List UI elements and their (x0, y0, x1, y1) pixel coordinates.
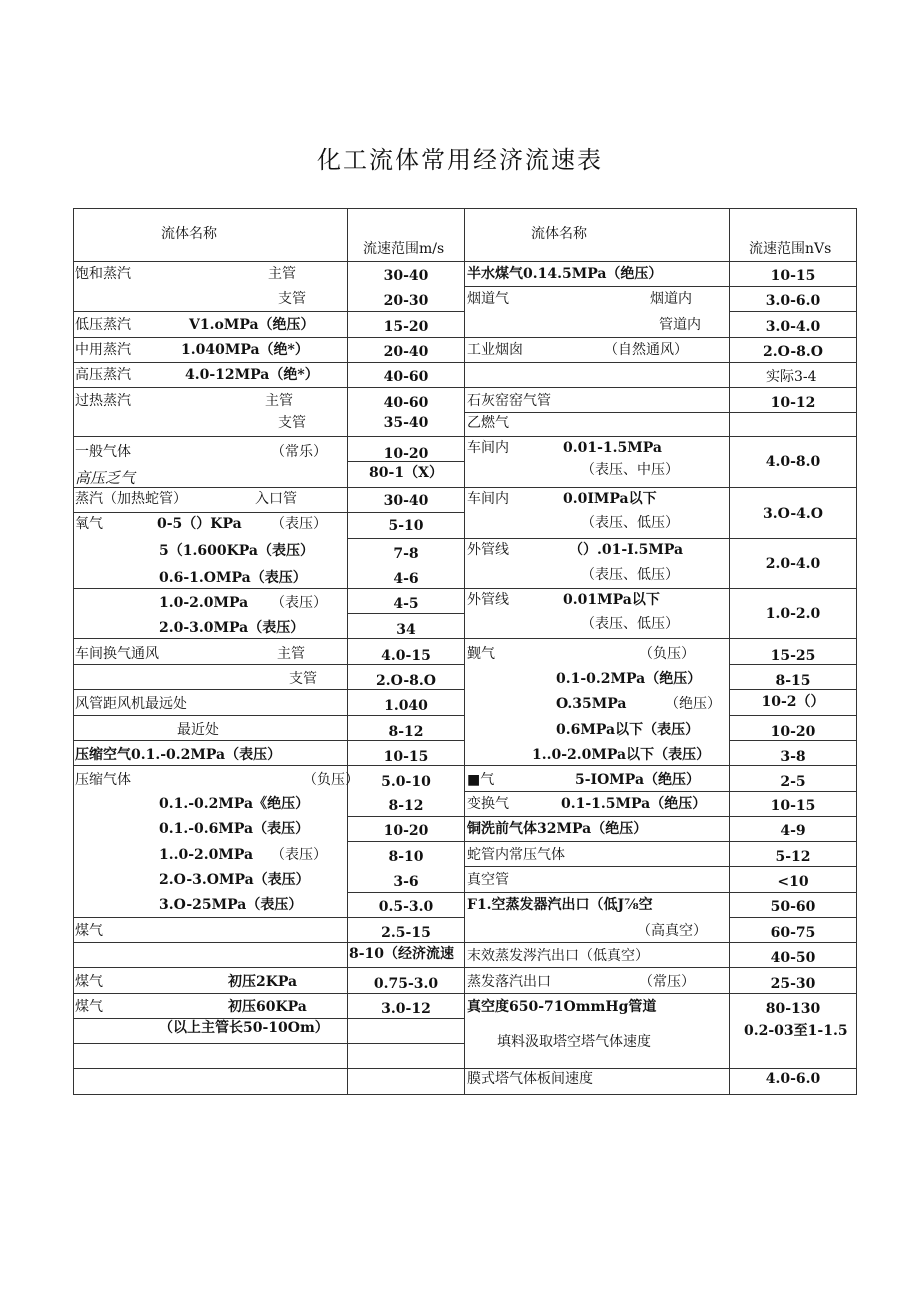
fluid-pressure-type: （表压） (271, 595, 327, 611)
fluid-pressure-type: （表压） (271, 847, 327, 863)
fluid-condition: 0.1-1.5MPa（绝压） (561, 796, 707, 812)
row-line (464, 967, 857, 968)
fluid-name: 工业烟囱 (467, 342, 523, 358)
velocity-value: 10-15 (770, 268, 816, 284)
row-line (73, 362, 465, 363)
velocity-value: 8-10 (388, 849, 424, 865)
fluid-condition: 1.040MPa（绝*） (181, 342, 309, 358)
fluid-condition: 2.O-3.OMPa（表压） (159, 872, 310, 888)
fluid-name: 低压蒸汽 (75, 317, 131, 333)
fluid-name: 煤气 (75, 974, 103, 990)
fluid-name: 真空度650-71OmmHg管道 (467, 999, 657, 1015)
table-border-top (73, 208, 857, 209)
fluid-name: 过热蒸汽 (75, 393, 131, 409)
row-line (464, 942, 857, 943)
velocity-value: 10-20 (383, 823, 429, 839)
fluid-condition: 初压2KPa (228, 974, 298, 990)
header-left-name: 流体名称 (161, 226, 217, 242)
row-line (73, 387, 465, 388)
page-title: 化工流体常用经济流速表 (317, 146, 603, 174)
row-line (73, 337, 465, 338)
fluid-pressure-type: （表压、低压） (581, 515, 679, 531)
velocity-value: 2.O-8.O (763, 344, 823, 360)
velocity-value: 30-40 (383, 493, 429, 509)
row-line (464, 387, 857, 388)
velocity-value: 3-8 (780, 749, 806, 765)
row-line (464, 993, 857, 994)
fluid-condition: 0.01MPa以下 (563, 592, 660, 608)
row-line (347, 841, 465, 842)
fluid-pressure-type: （表压、中压） (581, 462, 679, 478)
velocity-value: 3.0-12 (381, 1001, 431, 1017)
table-note: （以上主管长50-10Om） (159, 1020, 329, 1036)
fluid-name: 填料汲取塔空塔气体速度 (497, 1034, 651, 1050)
fluid-name: 石灰窑窑气管 (467, 393, 551, 409)
row-line (73, 1043, 465, 1044)
fluid-condition: （高真空） (637, 923, 707, 939)
velocity-value: 10-15 (770, 798, 816, 814)
fluid-condition: 0.0IMPa以下 (563, 491, 657, 507)
fluid-condition: 0-5（）KPa (157, 516, 242, 532)
fluid-condition: 最近处 (177, 722, 219, 738)
fluid-name: 蒸发落汽出口 (467, 974, 551, 990)
fluid-condition: 初压60KPa (228, 999, 307, 1015)
fluid-name: 蛇管内常压气体 (467, 847, 565, 863)
velocity-value: 8-15 (775, 673, 811, 689)
fluid-pressure-type: （绝压） (665, 696, 721, 712)
row-line (347, 816, 465, 817)
velocity-value: 4-9 (780, 823, 806, 839)
velocity-value: 35-40 (383, 415, 429, 431)
row-line (464, 337, 857, 338)
row-line (347, 613, 465, 614)
fluid-name: 真空管 (467, 872, 509, 888)
fluid-name: ■气 (467, 772, 495, 788)
fluid-name: 外管线 (467, 542, 509, 558)
velocity-value: 80-1（X） (369, 465, 443, 481)
row-line (464, 362, 857, 363)
velocity-value: 10-12 (770, 395, 816, 411)
fluid-name: 压缩气体 (75, 772, 131, 788)
row-line (464, 866, 857, 867)
table-border-right (856, 208, 857, 1095)
fluid-name: 乙燃气 (467, 415, 509, 431)
row-line (464, 412, 857, 413)
velocity-value: 10-2（） (761, 694, 825, 710)
fluid-name: 烟道气 (467, 291, 509, 307)
fluid-condition: 0.1.-0.2MPa《绝压） (159, 796, 310, 812)
velocity-value: 2-5 (780, 774, 806, 790)
row-line (729, 917, 857, 918)
fluid-name: 风管距风机最远处 (75, 696, 187, 712)
fluid-condition: （常压） (639, 974, 695, 990)
fluid-pressure-type: （表压） (271, 516, 327, 532)
column-divider (464, 208, 465, 1095)
fluid-condition: 4.0-12MPa（绝*） (185, 367, 319, 383)
velocity-value: 0.2-03至1-1.5 (744, 1023, 848, 1039)
fluid-condition: （自然通风） (604, 342, 688, 358)
fluid-condition: 1.0-2.0MPa (159, 595, 249, 611)
fluid-name: 氧气 (75, 516, 103, 532)
header-right-name: 流体名称 (531, 226, 587, 242)
fluid-condition: V1.oMPa（绝压） (189, 317, 315, 333)
velocity-value: 2.O-8.O (376, 673, 436, 689)
velocity-value: 实际3-4 (766, 369, 817, 385)
row-line (73, 588, 465, 589)
row-line (464, 1068, 857, 1069)
row-line (73, 311, 465, 312)
row-line (73, 512, 465, 513)
velocity-value: 5.0-10 (381, 774, 431, 790)
row-line (464, 816, 857, 817)
header-left-range: 流速范围m/s (363, 241, 445, 257)
header-right-range: 流速范围nVs (749, 241, 832, 257)
velocity-value: 4.0-15 (381, 648, 431, 664)
fluid-condition: 烟道内 (650, 291, 692, 307)
row-line (73, 942, 465, 943)
velocity-value: 60-75 (770, 925, 816, 941)
fluid-name: 膜式塔气体板间速度 (467, 1071, 593, 1087)
velocity-value: 3.0-4.0 (765, 319, 821, 335)
row-line (73, 261, 465, 262)
velocity-value: 0.75-3.0 (373, 976, 439, 992)
row-line (73, 967, 465, 968)
fluid-condition: 0.6MPa以下（表压） (556, 722, 700, 738)
velocity-value: 25-30 (770, 976, 816, 992)
velocity-value: 4-6 (393, 571, 419, 587)
velocity-note: 8-10（经济流速 (349, 946, 455, 962)
fluid-name: 半水煤气0.14.5MPa（绝压） (467, 266, 663, 282)
row-line (464, 286, 857, 287)
fluid-name: 中用蒸汽 (75, 342, 131, 358)
fluid-condition: 1..0-2.0MPa (159, 847, 254, 863)
velocity-value: 50-60 (770, 899, 816, 915)
row-line (464, 487, 857, 488)
row-line (464, 841, 857, 842)
velocity-value: 40-60 (383, 395, 429, 411)
fluid-name: 觐气 (467, 646, 495, 662)
fluid-name: 变换气 (467, 796, 509, 812)
velocity-value: 7-8 (393, 546, 419, 562)
velocity-value: 4.0-6.0 (765, 1071, 821, 1087)
velocity-value: <10 (777, 874, 809, 890)
velocity-value: 5-10 (388, 518, 424, 534)
flow-velocity-table (73, 208, 857, 1095)
fluid-pressure-type: （表压、低压） (581, 616, 679, 632)
row-line (464, 588, 857, 589)
row-line (464, 791, 857, 792)
row-line (73, 1068, 465, 1069)
velocity-value: 3.0-6.0 (765, 293, 821, 309)
fluid-name: 末效蒸发涔汽出口（低真空） (467, 948, 649, 964)
fluid-condition: 5（1.600KPa（表压） (159, 543, 314, 559)
row-line (729, 715, 857, 716)
row-line (464, 638, 857, 639)
velocity-value: 10-20 (383, 446, 429, 462)
fluid-condition: 0.1.-0.6MPa（表压） (159, 821, 310, 837)
table-border-left (73, 208, 74, 1095)
fluid-condition: （常乐） (271, 444, 327, 460)
velocity-value: 20-40 (383, 344, 429, 360)
row-line (464, 538, 857, 539)
fluid-condition: 主管 (265, 393, 293, 409)
velocity-value: 2.0-4.0 (765, 556, 821, 572)
row-line (347, 538, 465, 539)
velocity-value: 4.0-8.0 (765, 454, 821, 470)
fluid-condition: 主管 (277, 646, 305, 662)
fluid-name: 煤气 (75, 999, 103, 1015)
fluid-name: F1.空蒸发器汽出口（低J⅞空 (467, 897, 653, 913)
row-line (464, 892, 857, 893)
velocity-value: 80-130 (765, 1001, 821, 1017)
fluid-condition: O.35MPa (556, 696, 627, 712)
fluid-name: 高压蒸汽 (75, 367, 131, 383)
fluid-condition: 支管 (278, 415, 306, 431)
fluid-condition: 5-IOMPa（绝压） (575, 772, 701, 788)
velocity-value: 10-15 (383, 749, 429, 765)
fluid-condition: （）.01-I.5MPa (569, 542, 684, 558)
fluid-name: 煤气 (75, 923, 103, 939)
row-line (73, 917, 465, 918)
velocity-value: 30-40 (383, 268, 429, 284)
fluid-name: 蒸汽（加热蛇管） (75, 491, 187, 507)
fluid-name: 车间内 (467, 440, 509, 456)
fluid-name: 一般气体 (75, 444, 131, 460)
velocity-value: 3.O-4.O (763, 506, 823, 522)
velocity-value: 4-5 (393, 596, 419, 612)
velocity-value: 10-20 (770, 724, 816, 740)
fluid-condition: 0.1-0.2MPa（绝压） (556, 671, 702, 687)
velocity-value: 15-20 (383, 319, 429, 335)
velocity-value: 1.040 (384, 698, 428, 714)
fluid-name: 车间换气通风 (75, 646, 159, 662)
fluid-name: 车间内 (467, 491, 509, 507)
fluid-name: 压缩空气0.1.-0.2MPa（表压） (75, 747, 282, 763)
velocity-value: 8-12 (388, 798, 424, 814)
fluid-condition: 入口管 (255, 491, 297, 507)
velocity-value: 2.5-15 (381, 925, 431, 941)
fluid-condition: 2.0-3.0MPa（表压） (159, 620, 305, 636)
row-line (347, 892, 465, 893)
row-line (464, 436, 857, 437)
velocity-value: 5-12 (775, 849, 811, 865)
velocity-value: 3-6 (393, 874, 419, 890)
velocity-value: 8-12 (388, 724, 424, 740)
velocity-value: 20-30 (383, 293, 429, 309)
velocity-value: 1.0-2.0 (765, 606, 821, 622)
table-border-bottom (73, 1094, 857, 1095)
fluid-name: 高压乏气 (75, 469, 136, 487)
row-line (729, 311, 857, 312)
velocity-value: 15-25 (770, 648, 816, 664)
velocity-value: 40-50 (770, 950, 816, 966)
fluid-name: 饱和蒸汽 (75, 266, 131, 282)
fluid-condition: 0.01-1.5MPa (563, 440, 662, 456)
row-line (464, 261, 857, 262)
fluid-condition: （负压） (639, 646, 695, 662)
fluid-name: 铜洗前气体32MPa（绝压） (467, 821, 648, 837)
fluid-condition: 支管 (278, 291, 306, 307)
row-line (73, 436, 465, 437)
velocity-value: 34 (396, 622, 416, 638)
row-line (73, 993, 465, 994)
row-line (73, 715, 465, 716)
fluid-name: 外管线 (467, 592, 509, 608)
fluid-condition: 管道内 (659, 317, 701, 333)
fluid-pressure-type: （表压、低压） (581, 567, 679, 583)
fluid-condition: 主管 (268, 266, 296, 282)
fluid-condition: 3.O-25MPa（表压） (159, 897, 303, 913)
fluid-condition: 1..0-2.0MPa以下（表压） (532, 747, 711, 763)
fluid-condition: 支管 (289, 671, 317, 687)
fluid-condition: 0.6-1.OMPa（表压） (159, 570, 307, 586)
velocity-value: 0.5-3.0 (378, 899, 434, 915)
fluid-condition: （负压） (303, 772, 359, 788)
velocity-value: 40-60 (383, 369, 429, 385)
row-line (73, 487, 465, 488)
